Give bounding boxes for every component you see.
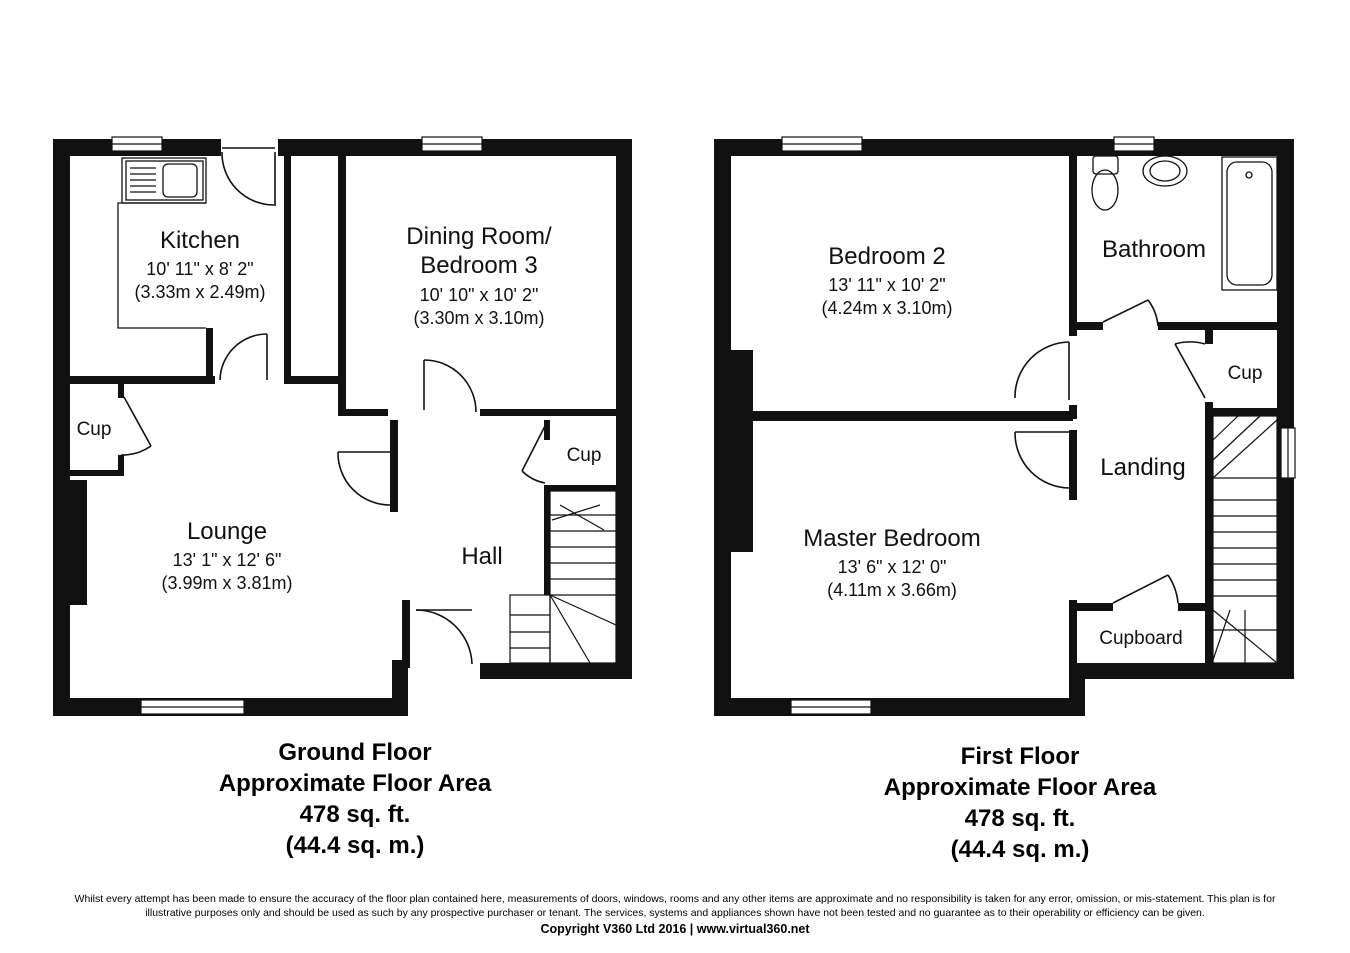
kitchen-sink-icon: [122, 158, 206, 203]
door-icon: [1175, 342, 1205, 398]
ground-floor-title: Ground Floor: [278, 739, 432, 766]
first-floor-area-label: Approximate Floor Area: [883, 774, 1157, 801]
first-floor-title: First Floor: [960, 743, 1080, 770]
ground-floor-caption: [145, 737, 565, 861]
window-icon: [782, 137, 862, 151]
kitchen-dim-imperial: 10' 11" x 8' 2": [146, 259, 254, 279]
door-icon: [416, 610, 472, 664]
first-floor-area-sqm: (44.4 sq. m.): [950, 836, 1090, 863]
door-icon: [522, 426, 545, 483]
window-icon: [1114, 137, 1154, 151]
cupboard-name: Cupboard: [1099, 628, 1183, 649]
cup-first-name: Cup: [1227, 363, 1263, 384]
bedroom2-dim-imperial: 13' 11" x 10' 2": [828, 275, 946, 295]
door-icon: [121, 397, 151, 455]
window-icon: [112, 137, 162, 151]
lounge-dim-metric: (3.99m x 3.81m): [161, 573, 293, 593]
master-dim-imperial: 13' 6" x 12' 0": [837, 557, 947, 577]
bathtub-icon: [1222, 157, 1277, 290]
window-icon: [141, 700, 244, 714]
door-icon: [220, 334, 267, 380]
ground-floor-area-sqm: (44.4 sq. m.): [285, 832, 425, 859]
lounge-name: Lounge: [186, 518, 268, 545]
door-icon: [1103, 300, 1158, 326]
kitchen-name: Kitchen: [159, 227, 241, 254]
bathroom-name: Bathroom: [1101, 236, 1207, 263]
window-icon: [422, 137, 482, 151]
window-icon: [1281, 428, 1295, 478]
cup-hall-name: Cup: [566, 445, 602, 466]
footer: [20, 893, 1330, 938]
cup-left-name: Cup: [76, 419, 112, 440]
ground-floor-area-sqft: 478 sq. ft.: [299, 801, 411, 828]
ground-floor-area-label: Approximate Floor Area: [218, 770, 492, 797]
door-icon: [1113, 575, 1178, 603]
dining-name-line2: Bedroom 3: [420, 252, 538, 279]
landing-name: Landing: [1100, 454, 1186, 481]
door-icon: [1015, 342, 1069, 400]
disclaimer-line-1: Whilst every attempt has been made to ensure the accuracy of the floor plan contained here, measurements of doors, windows, rooms and any other items are approximate and no responsibility is taken for any error, omission, or mis-statement. This plan is for: [74, 893, 1276, 905]
copyright-text: Copyright V360 Ltd 2016 | www.virtual360.net: [540, 922, 810, 936]
bedroom2-dim-metric: (4.24m x 3.10m): [821, 298, 953, 318]
kitchen-dim-metric: (3.33m x 2.49m): [134, 282, 266, 302]
lounge-dim-imperial: 13' 1" x 12' 6": [172, 550, 282, 570]
window-icon: [791, 700, 871, 714]
first-floor-labels: [803, 236, 1262, 649]
staircase-first: [1213, 416, 1277, 663]
bedroom2-name: Bedroom 2: [828, 243, 946, 270]
door-icon: [424, 360, 476, 412]
toilet-icon: [1092, 156, 1118, 210]
master-bedroom-name: Master Bedroom: [803, 525, 981, 552]
disclaimer-line-2: illustrative purposes only and should be used as such by any prospective purchaser or tenant. The services, systems and appliances shown have not been tested and no guarantee as to their operability or efficiency can be given.: [145, 906, 1205, 919]
first-floor-walls: [714, 139, 1294, 716]
first-floor-caption: [810, 741, 1230, 865]
dining-dim-imperial: 10' 10" x 10' 2": [419, 285, 539, 305]
dining-name-line1: Dining Room/: [406, 223, 552, 250]
hall-name: Hall: [461, 543, 503, 570]
master-dim-metric: (4.11m x 3.66m): [827, 580, 957, 600]
door-icon: [222, 148, 275, 206]
washbasin-icon: [1143, 156, 1187, 186]
door-icon: [1015, 432, 1069, 488]
door-icon: [338, 452, 390, 505]
dining-dim-metric: (3.30m x 3.10m): [413, 308, 545, 328]
staircase-ground: [510, 491, 616, 663]
first-floor-area-sqft: 478 sq. ft.: [964, 805, 1076, 832]
